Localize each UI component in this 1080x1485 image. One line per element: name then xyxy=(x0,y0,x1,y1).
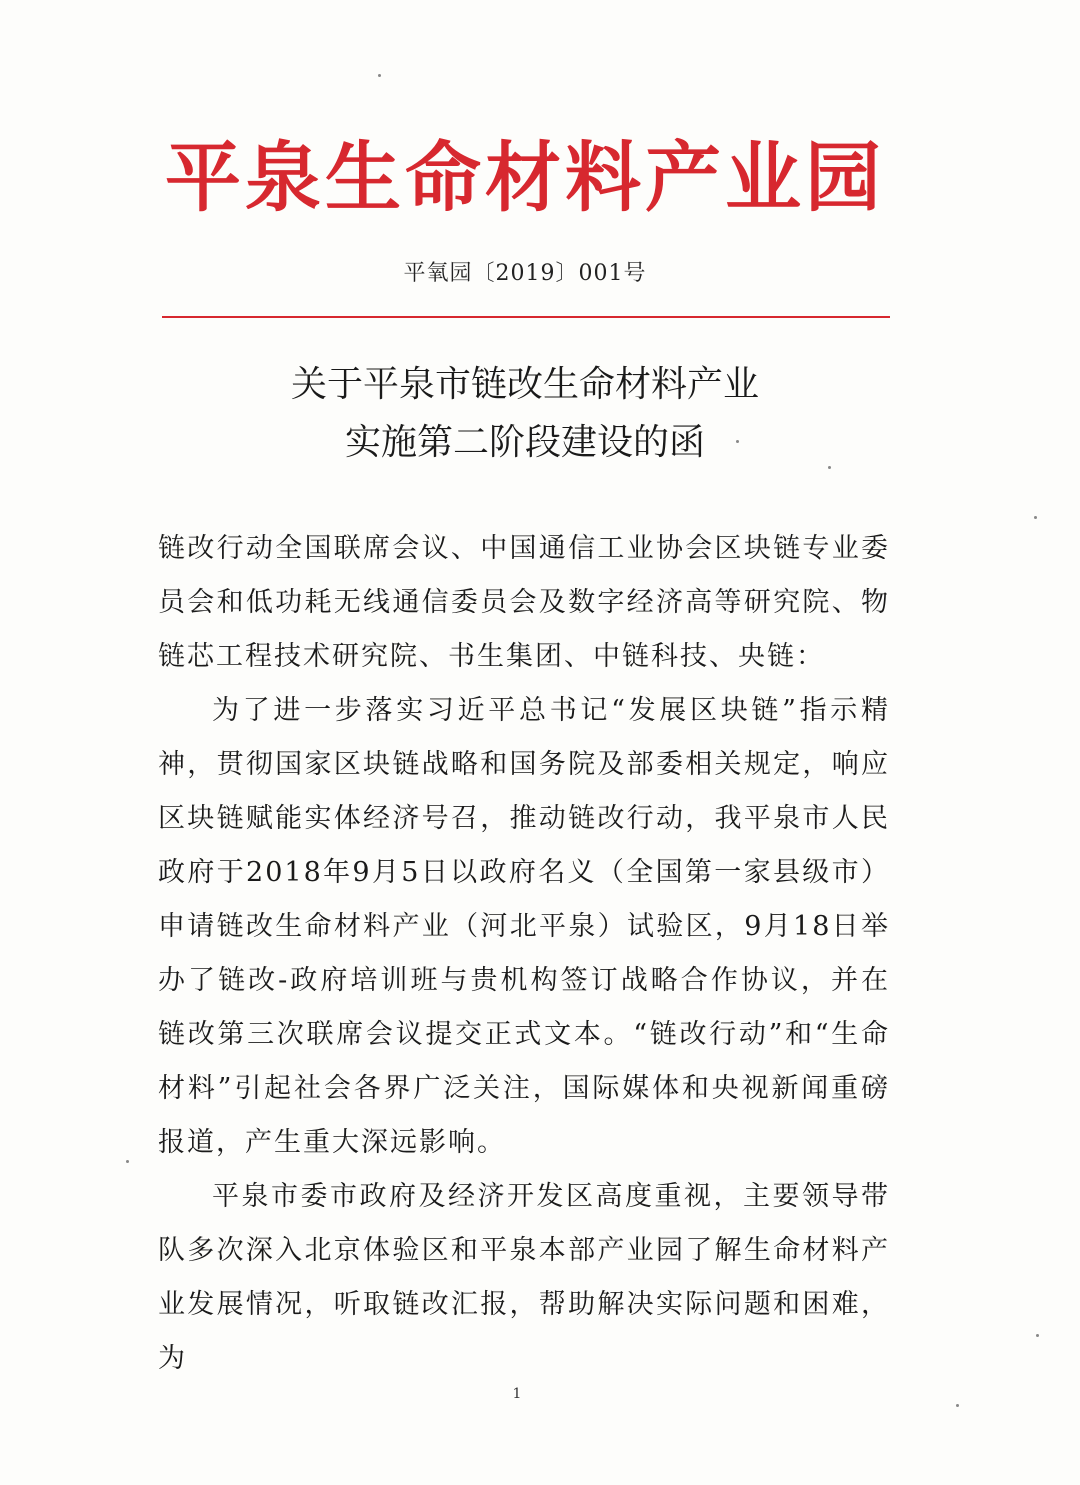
document-number: 平氧园〔2019〕001号 xyxy=(403,261,647,286)
document-title-line-1: 关于平泉市链改生命材料产业 xyxy=(290,364,759,405)
body-paragraph-2: 平泉市委市政府及经济开发区高度重视，主要领导带队多次深入北京体验区和平泉本部产业园了解生命材料产业发展情况，听取链改汇报，帮助解决实际问题和困难，为 xyxy=(158,1181,890,1374)
scan-speck xyxy=(126,1160,129,1163)
letterhead-title: 平泉生命材料产业园 xyxy=(165,133,885,222)
document-title-line-2: 实施第二阶段建设的函 xyxy=(344,422,705,463)
page-number: 1 xyxy=(512,1386,522,1402)
scan-speck xyxy=(1036,1334,1039,1337)
scan-speck xyxy=(1034,516,1037,519)
scan-speck xyxy=(378,74,381,77)
document-body xyxy=(158,522,890,1386)
document-title xyxy=(0,356,1050,472)
body-paragraph-1: 为了进一步落实习近平总书记“发展区块链”指示精神，贯彻国家区块链战略和国务院及部委相关规定，响应区块链赋能实体经济号召，推动链改行动，我平泉市人民政府于2018年9月5日以政府名义（全国第一家县级市）申请链改生命材料产业（河北平泉）试验区，9月18日举办了链改-政府培训班与贵机构签订战略合作协议，并在链改第三次联席会议提交正式文本。“链改行动”和“生命材料”引起社会各界广泛关注，国际媒体和央视新闻重磅报道，产生重大深远影响。 xyxy=(158,695,890,1158)
addressee-paragraph: 链改行动全国联席会议、中国通信工业协会区块链专业委员会和低功耗无线通信委员会及数字经济高等研究院、物链芯工程技术研究院、书生集团、中链科技、央链： xyxy=(158,533,890,672)
red-divider-line xyxy=(162,316,890,318)
scan-speck xyxy=(828,466,831,469)
scan-speck xyxy=(956,1404,959,1407)
scan-speck xyxy=(736,440,739,443)
